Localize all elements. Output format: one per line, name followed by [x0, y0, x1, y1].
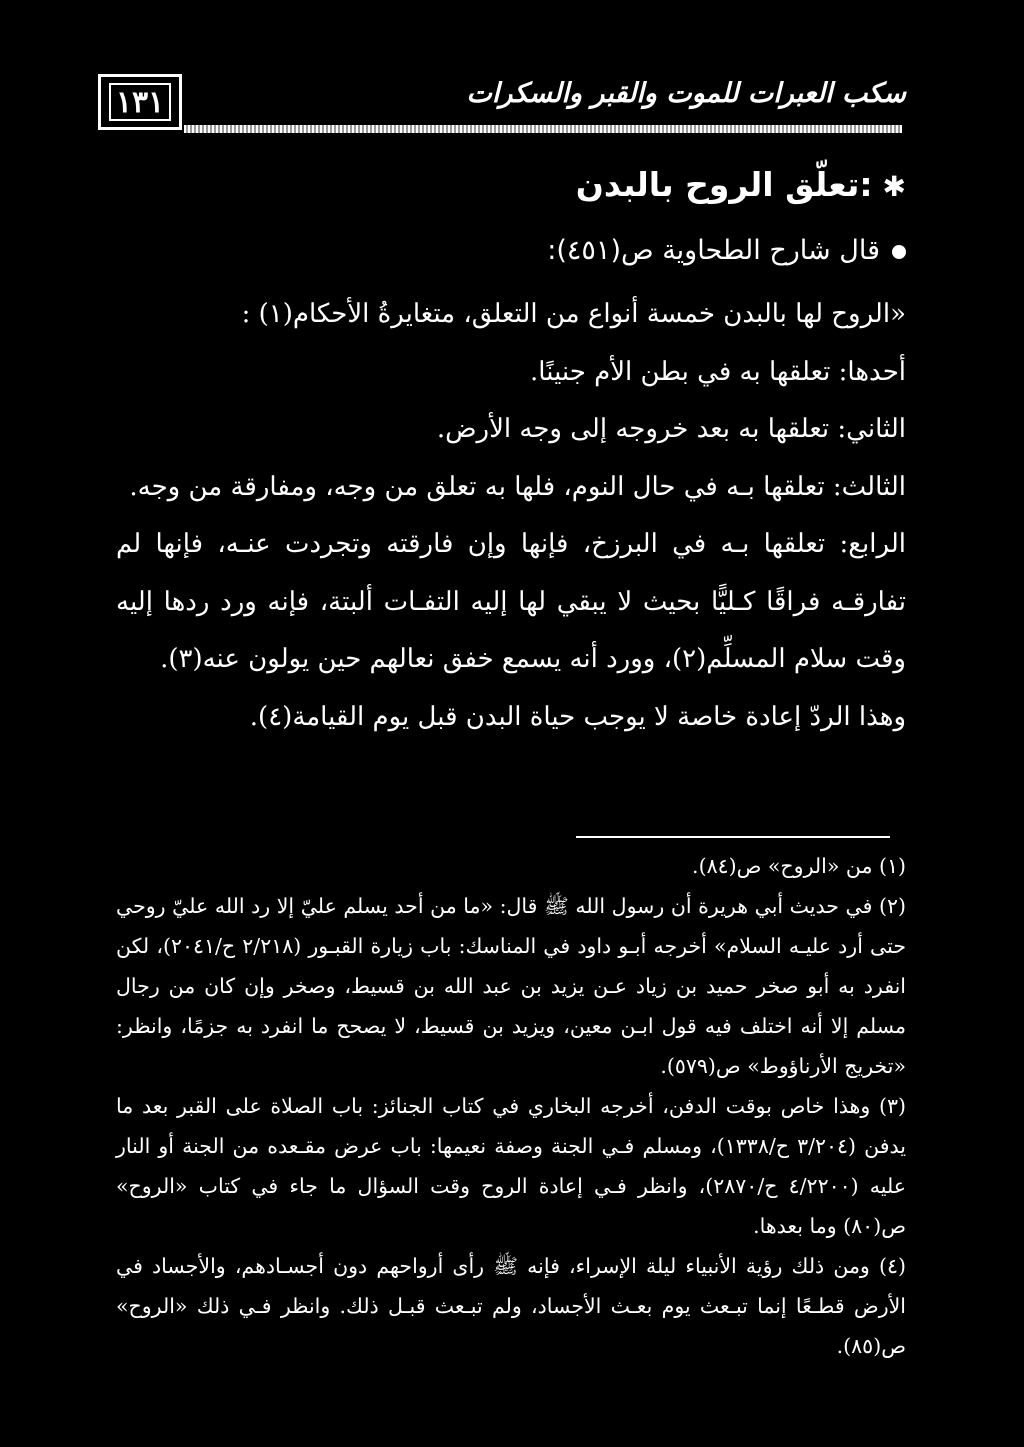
- footnote-separator: [576, 836, 890, 838]
- paragraph: الرابع: تعلقها بـه في البرزخ، فإنها وإن فارقته وتجردت عنـه، فإنها لم تفارقـه فراقًا كـليًّا بحيث لا يبقي لها إليه التفـات ألبتة، فإنه ورد ردها إليه وقت سلام المسلِّم(٢)، وورد أنه يسمع خفق نعالهم حين يولون عنه(٣).: [116, 529, 906, 674]
- star-icon: ✱: [882, 170, 906, 203]
- section-heading-text: :تعلّق الروح بالبدن: [575, 165, 873, 204]
- bullet-icon: [892, 245, 906, 259]
- footnote: (٢) في حديث أبي هريرة أن رسول الله ﷺ قال: «ما من أحد يسلم عليّ إلا رد الله عليّ روحي حتى أرد عليـه السلام» أخرجه أبـو داود في المناسك: باب زيارة القبـور (٢/٢١٨ ح/٢٠٤١)، لكن انفرد به أبو صخر حميد بن زياد عـن يزيد بن عبد الله بن قسيط، وصخر وإن كان من رجال مسلم إلا أنه اختلف فيه قول ابـن معين، ويزيد بن قسيط، لا يصحح ما انفرد به جزمًا، وانظر: «تخريج الأرناؤوط» ص(٥٧٩).: [116, 894, 906, 1078]
- paragraph: أحدها: تعلقها به في بطن الأم جنينًا.: [530, 356, 906, 387]
- running-title: سكب العبرات للموت والقبر والسكرات: [466, 78, 906, 109]
- footnote: (٣) وهذا خاص بوقت الدفن، أخرجه البخاري في كتاب الجنائز: باب الصلاة على القبر بعد ما يدفن (٣/٢٠٤ ح/١٣٣٨)، ومسلم فـي الجنة وصفة نعيمها: باب عرض مقـعده من الجنة أو النار عليه (٤/٢٢٠٠ ح/٢٨٧٠)، وانظر فـي إعادة الروح وقت السؤال ما جاء في كتاب «الروح» ص(٨٠) وما بعدها.: [116, 1094, 907, 1238]
- header-rule: [184, 125, 902, 133]
- quote-intro-text: قال شارح الطحاوية ص(٤٥١):: [547, 235, 880, 266]
- paragraph: «الروح لها بالبدن خمسة أنواع من التعلق، متغايرةُ الأحكام(١) :: [241, 299, 906, 329]
- page-number-frame: [98, 74, 182, 130]
- paragraph: وهذا الردّ إعادة خاصة لا يوجب حياة البدن قبل يوم القيامة(٤).: [249, 701, 906, 732]
- section-heading: [206, 165, 906, 204]
- footnote: (٤) ومن ذلك رؤية الأنبياء ليلة الإسراء، فإنه ﷺ رأى أرواحهم دون أجسـادهم، والأجساد في الأرض قطـعًا إنما تبـعث يوم بعـث الأجساد، ولم تبـعث قبـل ذلك. وانظر فـي ذلك «الروح» ص(٨٥).: [116, 1254, 906, 1358]
- body-text: [116, 286, 906, 746]
- page-number: ١٣١: [109, 83, 171, 121]
- quote-intro: [206, 235, 906, 266]
- footnotes: [116, 846, 906, 1366]
- footnote: (١) من «الروح» ص(٨٤).: [692, 854, 906, 878]
- paragraph: الثاني: تعلقها به بعد خروجه إلى وجه الأرض.: [436, 414, 906, 444]
- paragraph: الثالث: تعلقها بـه في حال النوم، فلها به تعلق من وجه، ومفارقة من وجه.: [129, 471, 906, 502]
